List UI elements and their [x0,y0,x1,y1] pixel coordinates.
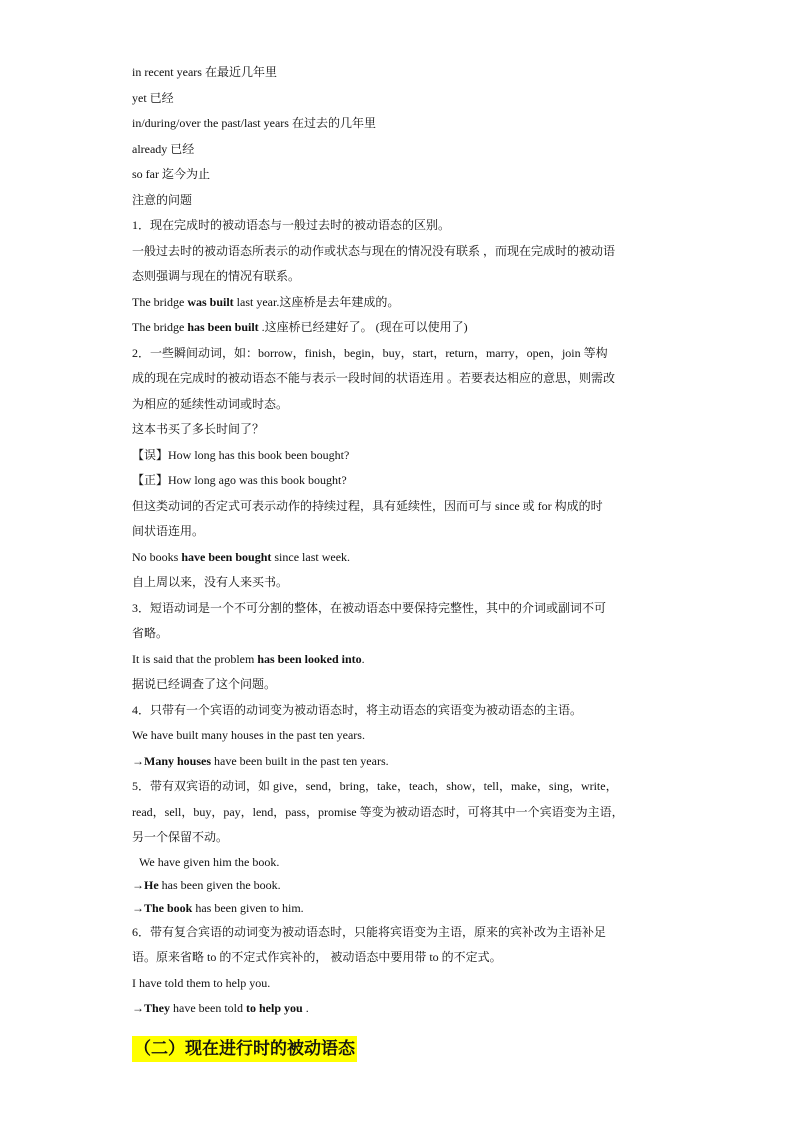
rule-5: 5．带有双宾语的动词，如 give，send，bring，take，teach，show，tell，make，sing，write， [132,779,618,793]
example-sentence: No books have been bought since last week. [132,549,351,564]
rule-3: 3．短语动词是一个不可分割的整体，在被动语态中要保持完整性，其中的介词或副词不可 [132,600,607,615]
phrase-line: in/during/over the past/last years 在过去的几年里 [132,116,376,130]
rule-1: 1．现在完成时的被动语态与一般过去时的被动语态的区别。 [132,218,451,232]
rule-6: 6．带有复合宾语的动词变为被动语态时，只能将宾语变为主语，原来的宾补改为主语补足 [132,924,607,939]
rule-5-text: read，sell，buy，pay，lend，pass，promise 等变为被动语态时，可将其中一个宾语变为主语， [132,804,624,819]
example-sentence: It is said that the problem has been looked into. [132,651,365,666]
rule-2: 2．一些瞬间动词，如：borrow，finish，begin，buy，start，return，marry，open，join 等构 [132,345,608,360]
rule-2-text: 为相应的延续性动词或时态。 [132,396,289,411]
phrase-line: already 已经 [132,141,195,156]
wrong-example: 【误】How long has this book been bought? [132,447,350,462]
example-sentence: We have given him the book. [139,854,280,869]
example-sentence: I have told them to help you. [132,975,271,990]
example-translation: 自上周以来，没有人来买书。 [132,575,289,589]
rule-1-text: 态则强调与现在的情况有联系。 [132,269,301,283]
rule-3-text: 省略。 [132,626,169,640]
example-sentence: →The book has been given to him. [132,900,304,915]
example-translation: 据说已经调查了这个问题。 [132,677,277,691]
example-sentence: →Many houses have been built in the past ten years. [132,753,389,768]
rule-2-text: 但这类动词的否定式可表示动作的持续过程，具有延续性，因而可与 since 或 for 构成的时 [132,498,603,513]
phrase-line: yet 已经 [132,90,174,105]
rule-6-text: 语。原来省略 to 的不定式作宾补的， 被动语态中要用带 to 的不定式。 [132,950,502,964]
phrase-line: so far 迄今为止 [132,167,210,181]
rule-1-text: 一般过去时的被动语态所表示的动作或状态与现在的情况没有联系 ，而现在完成时的被动语 [132,243,616,258]
example-question: 这本书买了多长时间了？ [132,422,265,436]
example-sentence: The bridge was built last year.这座桥是去年建成的。 [132,294,400,309]
rule-2-text: 成的现在完成时的被动语态不能与表示一段时间的状语连用 。若要表达相应的意思，则需改 [132,371,616,385]
rule-4: 4．只带有一个宾语的动词变为被动语态时，将主动语态的宾语变为被动语态的主语。 [132,702,583,717]
correct-example: 【正】How long ago was this book bought? [132,473,347,487]
phrase-line: in recent years 在最近几年里 [132,65,277,79]
example-sentence: The bridge has been built .这座桥已经建好了。 (现在可以使用了) [132,320,468,334]
example-sentence: We have built many houses in the past ten years. [132,728,365,742]
section-heading: （二）现在进行时的被动语态 [132,1036,357,1062]
rule-5-text: 另一个保留不动。 [132,830,229,844]
example-sentence: →They have been told to help you . [132,1001,309,1015]
section-label: 注意的问题 [132,192,193,207]
example-sentence: →He has been given the book. [132,877,281,892]
document-page [132,60,664,1063]
rule-2-text: 间状语连用。 [132,524,205,538]
